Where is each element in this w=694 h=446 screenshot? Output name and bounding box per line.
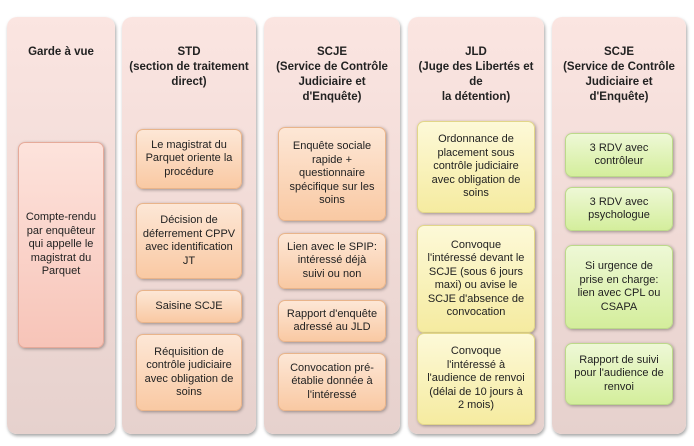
box-line: questionnaire [298, 167, 366, 180]
step-box [136, 129, 242, 189]
box-line: par enquêteur [26, 224, 96, 237]
box-line: contrôleur [594, 155, 644, 167]
step-box [417, 333, 535, 425]
step-box [565, 133, 673, 177]
title-line: (section de traitement [129, 61, 249, 73]
box-line: Rapport d'enquête [286, 307, 378, 320]
step-box [565, 245, 673, 329]
step-box [417, 225, 535, 333]
title-line: JLD [465, 46, 487, 58]
box-line: l'intéressé [307, 388, 357, 401]
box-line: 3 RDV avec [589, 195, 649, 208]
title-line: (Service de Contrôle [563, 61, 675, 73]
box-line: 3 RDV avec [589, 141, 649, 154]
step-box [278, 233, 386, 289]
box-line: 2 mois) [457, 399, 495, 412]
box-line: Réquisition de [154, 345, 224, 358]
lane-title [7, 45, 115, 60]
box-line: SCJE d'absence de [427, 292, 525, 305]
box-line: lien avec CPL ou [577, 287, 661, 299]
step-box [278, 127, 386, 221]
box-line: Parquet [41, 265, 81, 278]
title-line: Judiciaire et d'Enquête) [585, 76, 653, 103]
title-line: Judiciaire et d'Enquête) [298, 76, 366, 103]
title-line: direct) [171, 76, 207, 88]
step-box [18, 142, 104, 348]
title-line: SCJE [603, 46, 635, 58]
title-line: (Juge des Libertés et de [418, 61, 534, 88]
box-line: intéressé déjà [297, 254, 367, 267]
box-line: adressé au JLD [293, 321, 371, 333]
box-line: soins [176, 386, 202, 398]
box-line: maxi) ou avise le [434, 279, 518, 291]
box-line: SCJE (sous 6 jours [428, 265, 524, 278]
box-line: qui appelle le [28, 238, 94, 251]
box-line: spécifique sur les [289, 180, 375, 193]
step-box [565, 187, 673, 231]
title-line: la détention) [441, 91, 511, 103]
box-line: avec identification [145, 241, 233, 253]
box-line: Si urgence de [585, 260, 653, 272]
step-box [417, 121, 535, 213]
box-line: magistrat du [30, 251, 92, 264]
title-line: STD [177, 46, 201, 58]
box-line: Décision de [160, 214, 218, 226]
box-line: l'intéressé à [446, 358, 506, 371]
box-line: soins [463, 187, 489, 200]
box-line: contrôle judiciaire [433, 160, 519, 173]
box-line: pour l'audience de [574, 367, 664, 380]
box-line: psychologue [588, 209, 650, 221]
box-line: CSAPA [600, 300, 638, 313]
box-line: Compte-rendu [25, 211, 97, 224]
box-line: Enquête sociale [292, 140, 372, 153]
box-line: avec obligation de [144, 372, 234, 385]
box-line: soins [319, 194, 345, 207]
lane-title [408, 45, 544, 105]
step-box [278, 353, 386, 411]
box-line: prise en charge: [579, 273, 659, 286]
box-line: Convoque [450, 238, 502, 251]
lane-scje [264, 17, 400, 434]
step-box [136, 334, 242, 411]
box-line: JT [182, 254, 196, 267]
box-line: Convocation pré- [290, 361, 374, 374]
lane-jld [408, 17, 544, 434]
box-line: Lien avec le SPIP: [287, 240, 377, 253]
lane-scje-suivi [552, 17, 686, 434]
box-line: contrôle judiciaire [146, 359, 232, 371]
box-line: procédure [164, 165, 214, 178]
lane-garde-a-vue [7, 17, 115, 434]
step-box [565, 343, 673, 405]
box-line: renvoi [604, 380, 634, 393]
title-line: (Service de Contrôle [276, 61, 388, 73]
box-line: déferrement CPPV [142, 227, 236, 240]
title-line: SCJE [316, 46, 348, 58]
lane-title [264, 45, 400, 105]
lane-title [552, 45, 686, 105]
box-line: Saisine SCJE [155, 299, 223, 312]
box-line: placement sous [437, 146, 515, 159]
box-line: Parquet oriente la [145, 152, 233, 165]
step-box [136, 290, 242, 323]
box-line: avec obligation de [431, 173, 521, 186]
box-line: Rapport de suivi [579, 353, 659, 366]
lane-std [122, 17, 256, 434]
box-line: établie donnée à [291, 375, 373, 388]
box-line: Ordonnance de [438, 133, 514, 146]
box-line: Convoque [450, 345, 502, 358]
box-line: (délai de 10 jours à [429, 385, 523, 398]
box-line: convocation [446, 306, 506, 318]
step-box [278, 300, 386, 342]
box-line: l'audience de renvoi [427, 372, 525, 385]
lane-title [122, 45, 256, 90]
box-line: Le magistrat du [151, 138, 227, 151]
step-box [136, 203, 242, 279]
box-line: rapide + [311, 153, 353, 166]
box-line: suivi ou non [302, 267, 362, 280]
title-line: Garde à vue [28, 46, 94, 58]
box-line: l'intéressé devant le [427, 252, 525, 264]
